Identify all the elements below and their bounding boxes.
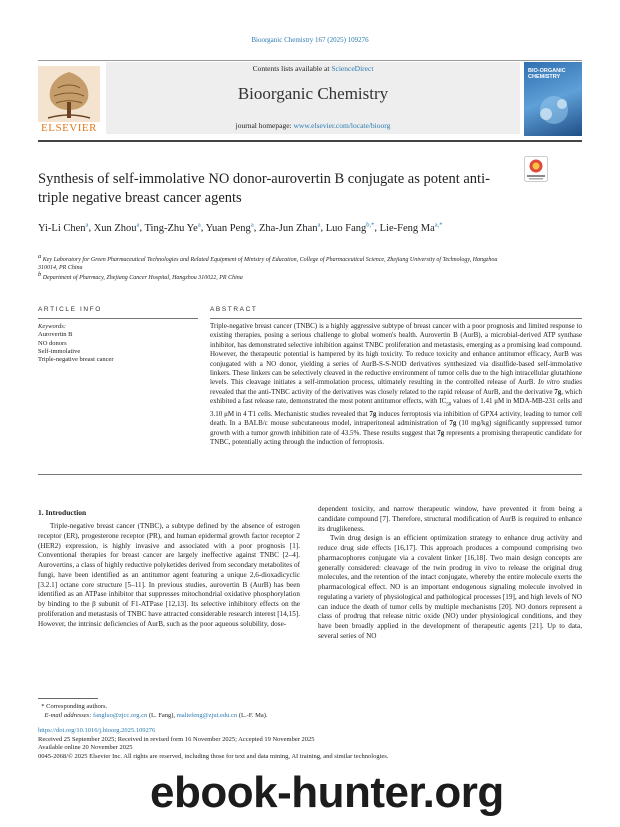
- author-separator: ,: [200, 222, 206, 234]
- contents-line: [106, 64, 520, 73]
- keywords-label: Keywords:: [38, 323, 66, 330]
- keyword-item: Self-immolative: [38, 347, 81, 355]
- author-affiliation-marker[interactable]: b,*: [366, 221, 375, 228]
- keyword-item: NO donors: [38, 339, 67, 347]
- journal-reference[interactable]: Bioorganic Chemistry 167 (2025) 109276: [251, 36, 369, 44]
- available-online: Available online 20 November 2025: [38, 744, 133, 752]
- author-name[interactable]: [38, 223, 88, 234]
- author-affiliation-marker[interactable]: a: [250, 221, 254, 228]
- abstract-sentence: , which exhibited a fast release rate, demonstrated the most potent antitumor effects, with IC: [210, 387, 583, 406]
- author-list: [38, 217, 558, 237]
- masthead-bottom-rule: [38, 140, 582, 142]
- email-owner: (L.-F. Ma).: [237, 712, 268, 719]
- doi-link[interactable]: https://doi.org/10.1016/j.bioorg.2025.109276: [38, 727, 156, 734]
- elsevier-wordmark: ELSEVIER: [41, 122, 97, 134]
- watermark: ebook-hunter.org: [150, 768, 504, 817]
- corresponding-note: * Corresponding authors.: [38, 703, 108, 710]
- abstract-rule: [210, 318, 582, 319]
- affiliation-text: Department of Pharmacy, Zhejiang Cancer Hospital, Hangzhou 310022, PR China: [42, 275, 243, 281]
- abstract-sentence: (10 mg/kg) significantly suppressed tumor growth with a tumor growth inhibition rate of 43.5%. These results suggest that: [210, 419, 583, 437]
- body-paragraph: Twin drug design is an efficient optimization strategy to enhance drug activity and reduce drug side effects [16,17]. This approach produces a compound comprising two pharmacophores conjugate via a covalent linker [16,18]. Two main design concepts are generally considered: cleavage of the twin prodrug in vivo to release the original drug molecules, and the retention of the intact conjugate, whereby the entire molecule exerts the pharmacological effect. NO is an important endogenous signaling molecule involved in regulating a variety of physiological and pathological processes [19], and high levels of NO can induce the death of tumor cells by multiple mechanisms [20]. NO donors represent a class of prodrug that release nitric oxide (NO) under physiological conditions, and they have been broadly applied in the development of therapeutic agents [21]. Up to data, several series of NO: [318, 534, 582, 640]
- author-text: Yuan Peng: [205, 222, 251, 234]
- masthead-top-rule: [38, 60, 582, 61]
- keywords-block: [38, 323, 198, 364]
- abstract-text: [210, 322, 582, 448]
- compound-label: 7g: [449, 419, 457, 428]
- author-name[interactable]: [259, 223, 321, 234]
- cover-title: BIO-ORGANIC CHEMISTRY: [528, 68, 566, 80]
- affiliation-text: Key Laboratory for Green Pharmaceutical Technologies and Related Equipment of Ministry of Education, College of Pharmaceutical Science, Zhejiang University of Technology, Hangzhou 310014, PR China: [38, 257, 498, 271]
- author-affiliation-marker[interactable]: a: [85, 221, 89, 228]
- author-affiliation-marker[interactable]: a,*: [434, 221, 443, 228]
- received-dates: Received 25 September 2025; Received in revised form 16 November 2025; Accepted 19 November 2025: [38, 735, 315, 743]
- author-text: Zha-Jun Zhan: [258, 222, 318, 234]
- author-text: Yi-Li Chen: [38, 222, 86, 234]
- author-name[interactable]: [206, 223, 254, 234]
- subscript: 50: [446, 402, 452, 408]
- email-label: E-mail addresses:: [44, 712, 94, 719]
- abstract-italic: In vitro: [538, 378, 560, 387]
- cover-art-icon: [524, 62, 582, 136]
- author-text: Lie-Feng Ma: [379, 222, 435, 234]
- affiliation-b: [38, 271, 518, 282]
- introduction-heading: 1. Introduction: [38, 508, 87, 517]
- check-for-updates-button[interactable]: [524, 156, 548, 182]
- abstract-heading: ABSTRACT: [210, 306, 258, 313]
- footnotes: [38, 702, 438, 720]
- body-paragraph: Triple-negative breast cancer (TNBC), a subtype defined by the absence of estrogen receptor (ER), progesterone receptor (PR), and human epidermal growth factor receptor 2 (HER2) expression, is highly invasive and associated with a poor prognosis [1]. Conventional therapies for breast cancer are largely ineffective against TNBC [2–4]. Aurovertins, a class of highly reductive polyketides derived from secondary metabolites of fungi, have been identified as an antitumor agent featuring a unique 2,6-dioxadicyclic [3.2.1] octane core structure [5–11]. In previous studies, aurovertin B (AurB) has been identified as an ATPase inhibitor that suppresses mitochondrial oxidative phosphorylation by binding to the β subunit of F1-ATPase [12,13]. Its selective inhibitory effects on the proliferation and metastasis of TNBC have attracted considerable research interest [14,15]. However, the intrinsic deficiencies of AurB, such as the poor aqueous solubility, dose-: [38, 522, 300, 628]
- affiliation-marker: b: [38, 271, 42, 278]
- body-left-column: [38, 522, 300, 629]
- author-separator: ,: [139, 222, 145, 234]
- publication-info: [38, 727, 538, 762]
- author-affiliation-marker[interactable]: a: [317, 221, 321, 228]
- author-affiliation-marker[interactable]: a: [197, 221, 201, 228]
- email-line: [38, 711, 438, 720]
- contents-prefix: Contents lists available at: [252, 64, 332, 73]
- footnote-rule: [38, 698, 98, 699]
- author-name[interactable]: [94, 223, 140, 234]
- journal-homepage-link[interactable]: www.elsevier.com/locate/bioorg: [293, 121, 391, 130]
- copyright-line: 0045-2068/© 2025 Elsevier Inc. All rights are reserved, including those for text and data mining, AI training, and similar technologies.: [38, 753, 389, 761]
- keyword-item: Aurovertin B: [38, 331, 73, 339]
- journal-cover-thumbnail: [524, 62, 582, 136]
- author-text: Ting-Zhu Ye: [144, 222, 198, 234]
- abstract-bottom-rule: [38, 474, 582, 475]
- abstract-sentence: Triple-negative breast cancer (TNBC) is a highly aggressive subtype of breast cancer with a poor prognosis and limited response to existing therapies, posing a serious challenge to global women's health. Aurovertin B (AurB), a microbial-derived ATP synthase inhibitor, has demonstrated selective inhibition against TNBC proliferation and metastasis, emerging as a promising lead compound. However, the therapeutic potential is hampered by its high toxicity. To reduce toxicity and enhance antitumor efficacy, AurB was conjugated with a NO donor, yielding a series of AurB-S-S-NOD derivatives synthesized via disulfide-based self-immolative linkers. These linkers can be selectively cleaved in the reductive environment of tumor cells due to the high intracellular glutathione levels. This cleavage initiates a self-immolation process, ultimately resulting in the controlled release of AurB.: [210, 322, 582, 387]
- email-owner: (L. Fang),: [147, 712, 177, 719]
- compound-label: 7g: [369, 410, 377, 419]
- author-separator: ,: [253, 222, 259, 234]
- body-right-column: [318, 505, 582, 642]
- author-separator: ,: [374, 222, 380, 234]
- compound-label: 7g: [554, 387, 562, 396]
- article-info-rule: [38, 318, 198, 319]
- article-info-heading: ARTICLE INFO: [38, 306, 102, 313]
- body-paragraph: dependent toxicity, and narrow therapeutic window, have prevented it from being a candidate compound [7]. Therefore, structural modification of AurB is required to enhance its druglikeness.: [318, 505, 582, 533]
- author-separator: ,: [320, 222, 326, 234]
- check-updates-icon: [524, 156, 548, 182]
- journal-name: Bioorganic Chemistry: [237, 84, 389, 103]
- abstract-sentence: represents a promising therapeutic candidate for TNBC, potentially acting through the induction of ferroptosis.: [210, 428, 582, 447]
- author-text: Luo Fang: [325, 222, 367, 234]
- affiliation-marker: a: [38, 253, 42, 260]
- keyword-item: Triple-negative breast cancer: [38, 356, 114, 364]
- author-text: Xun Zhou: [93, 222, 137, 234]
- sciencedirect-link[interactable]: ScienceDirect: [331, 64, 374, 73]
- author-separator: ,: [88, 222, 94, 234]
- author-name[interactable]: [380, 223, 443, 234]
- abstract-sentence: induces ferroptosis via inhibition of GPX4 activity, leading to tumor cell death. In a BALB/c mouse subcutaneous model, intraperitoneal administration of: [210, 410, 582, 428]
- elsevier-logo: [38, 66, 100, 136]
- email-link[interactable]: maliefeng@zjut.edu.cn: [176, 712, 238, 719]
- author-name[interactable]: [145, 223, 201, 234]
- abstract-sentence: studies revealed that the anti-TNBC activity of the derivatives was closely related to the rapid release of AurB, and the derivative: [210, 378, 583, 396]
- affiliation-a: [38, 253, 518, 272]
- compound-label: 7g: [437, 428, 445, 437]
- homepage-line: [106, 121, 520, 130]
- email-link[interactable]: fangluo@zjcc.org.cn: [93, 712, 148, 719]
- abstract-sentence: values of 1.41 μM in MDA-MB-231 cells and 3.10 μM in 4 T1 cells. Mechanistic studies revealed that: [210, 397, 582, 419]
- author-name[interactable]: [326, 223, 375, 234]
- homepage-prefix: journal homepage:: [235, 121, 294, 130]
- article-title: Synthesis of self-immolative NO donor-aurovertin B conjugate as potent anti-triple negative breast cancer agents: [38, 171, 490, 206]
- corresponding-text: Corresponding authors.: [46, 703, 108, 710]
- author-affiliation-marker[interactable]: a: [136, 221, 140, 228]
